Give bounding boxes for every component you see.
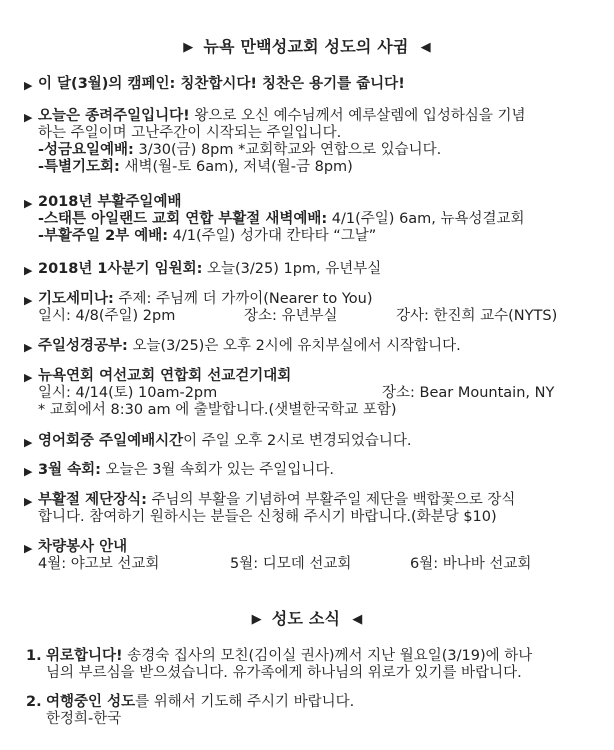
item-text: 송경숙 집사의 모친(김이실 권사)께서 지난 월요일(3/19)에 하나 xyxy=(122,648,533,664)
event-location: 장소: Bear Mountain, NY xyxy=(382,385,555,401)
section-title: 뉴욕 만백성교회 성도의 사귐 xyxy=(203,37,409,56)
bullet-triangle-icon: ▶ xyxy=(24,436,33,449)
section-heading-fellowship xyxy=(0,34,614,57)
item-text: 왕으로 오신 예수님께서 예루살렘에 입성하심을 기념 xyxy=(189,108,526,124)
item-text: 하는 주일이며 고난주간이 시작되는 주일입니다. xyxy=(38,125,342,141)
list-item xyxy=(24,261,594,278)
event-date: 일시: 4/8(주일) 2pm xyxy=(38,308,176,324)
bullet-triangle-icon: ▶ xyxy=(24,79,33,92)
item-text: 4/1(주일) 6am, 뉴욕성결교회 xyxy=(327,211,525,227)
triangle-right-icon: ▶ xyxy=(183,40,194,55)
item-text: 주제: 주님께 더 가까이(Nearer to You) xyxy=(113,291,373,307)
item-title: 여행중인 성도 xyxy=(46,694,136,710)
list-item xyxy=(24,539,594,573)
item-title: 위로합니다! xyxy=(46,648,123,664)
list-item xyxy=(26,648,596,682)
bullet-triangle-icon: ▶ xyxy=(24,294,33,307)
section-heading-news xyxy=(0,606,614,629)
list-item xyxy=(24,194,594,245)
list-item xyxy=(24,291,594,325)
item-note: * 교회에서 8:30 am 에 출발합니다.(샛별한국학교 포함) xyxy=(38,402,397,418)
triangle-right-icon: ▶ xyxy=(251,612,262,627)
item-title: 부활절 제단장식: xyxy=(38,492,147,508)
bullet-triangle-icon: ▶ xyxy=(24,264,33,277)
bullet-triangle-icon: ▶ xyxy=(24,341,33,354)
item-subtitle: -특별기도회: xyxy=(38,159,120,175)
item-text: 합니다. 참여하기 원하시는 분들은 신청해 주시기 바랍니다.(화분당 $10) xyxy=(38,509,497,525)
schedule-april: 4월: 야고보 선교회 xyxy=(38,556,160,572)
item-text: 를 위해서 기도해 주시기 바랍니다. xyxy=(135,694,355,710)
item-title: 차량봉사 안내 xyxy=(38,539,128,555)
list-item xyxy=(24,492,594,526)
section-title: 성도 소식 xyxy=(271,609,341,628)
event-date: 일시: 4/14(토) 10am-2pm xyxy=(38,385,218,401)
item-title: 영어회중 주일예배시간 xyxy=(38,433,184,449)
bullet-triangle-icon: ▶ xyxy=(24,371,33,384)
item-text: 새벽(월-토 6am), 저녁(월-금 8pm) xyxy=(119,159,353,175)
item-text: 오늘(3/25) 1pm, 유년부실 xyxy=(202,261,382,277)
item-subtitle: -부활주일 2부 예배: xyxy=(38,228,169,244)
item-text: 한정희-한국 xyxy=(46,711,122,727)
item-title: 주일성경공부: xyxy=(38,338,128,354)
item-number: 1. xyxy=(26,648,42,664)
list-item xyxy=(24,108,594,176)
list-item xyxy=(24,76,594,93)
item-text: 오늘(3/25)은 오후 2시에 유치부실에서 시작합니다. xyxy=(127,338,461,354)
list-item xyxy=(24,433,594,450)
list-item xyxy=(24,462,594,479)
item-title: 기도세미나: xyxy=(38,291,114,307)
item-title: 3월 속회: xyxy=(38,462,101,478)
bullet-triangle-icon: ▶ xyxy=(24,111,33,124)
item-subtitle: -성금요일예배: xyxy=(38,142,134,158)
item-title: 이 달(3월)의 캠페인: 칭찬합시다! 칭찬은 용기를 줍니다! xyxy=(38,76,405,92)
list-item xyxy=(26,694,596,728)
bullet-triangle-icon: ▶ xyxy=(24,495,33,508)
item-text: 오늘은 3월 속회가 있는 주일입니다. xyxy=(100,462,334,478)
item-title: 2018년 부활주일예배 xyxy=(38,194,182,210)
list-item xyxy=(24,368,594,419)
item-title: 2018년 1사분기 임원회: xyxy=(38,261,203,277)
triangle-left-icon: ◀ xyxy=(420,40,431,55)
item-text: 주님의 부활을 기념하여 부활주일 제단을 백합꽃으로 장식 xyxy=(146,492,516,508)
item-text: 4/1(주일) 성가대 칸타타 “그날” xyxy=(168,228,377,244)
item-text: 님의 부르심을 받으셨습니다. 유가족에게 하나님의 위로가 있기를 바랍니다. xyxy=(46,665,522,681)
bullet-triangle-icon: ▶ xyxy=(24,465,33,478)
item-number: 2. xyxy=(26,694,42,710)
event-location: 장소: 유년부실 xyxy=(244,308,338,324)
item-title: 오늘은 종려주일입니다! xyxy=(38,108,190,124)
schedule-may: 5월: 디모데 선교회 xyxy=(230,556,352,572)
item-text: 3/30(금) 8pm *교회학교와 연합으로 있습니다. xyxy=(133,142,442,158)
item-text: 이 주일 오후 2시로 변경되었습니다. xyxy=(183,433,412,449)
list-item xyxy=(24,338,594,355)
item-subtitle: -스태튼 아일랜드 교회 연합 부활절 새벽예배: xyxy=(38,211,328,227)
triangle-left-icon: ◀ xyxy=(352,612,363,627)
event-speaker: 강사: 한진희 교수(NYTS) xyxy=(396,308,558,324)
bullet-triangle-icon: ▶ xyxy=(24,197,33,210)
item-title: 뉴욕연회 여선교회 연합회 선교걷기대회 xyxy=(38,368,292,384)
schedule-june: 6월: 바나바 선교회 xyxy=(410,556,532,572)
bullet-triangle-icon: ▶ xyxy=(24,542,33,555)
